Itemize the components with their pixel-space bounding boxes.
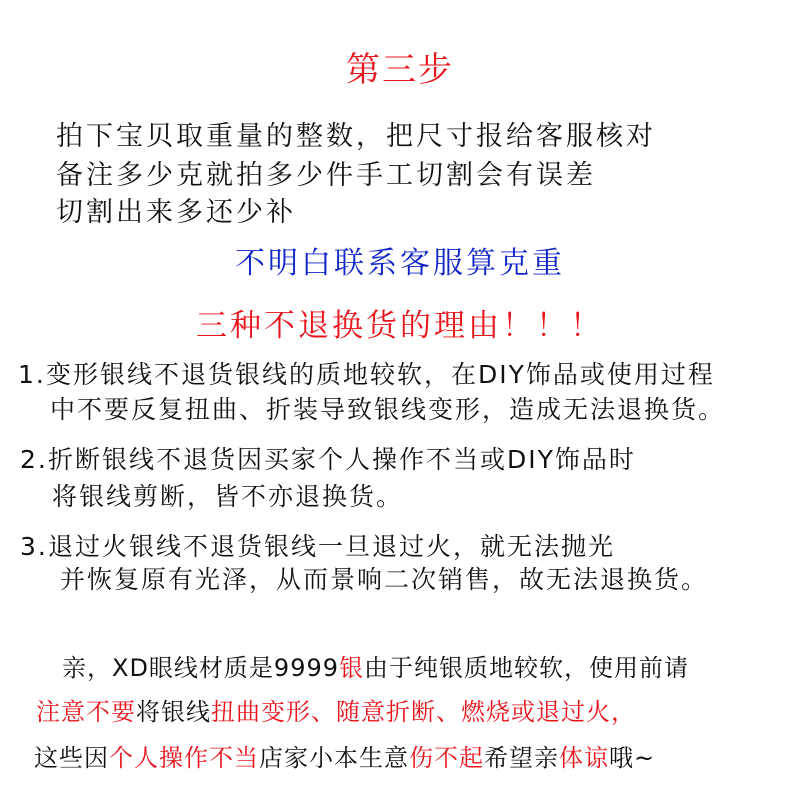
step-line-3: 切割出来多还少补	[56, 197, 296, 228]
reasons-title: 三种不退换货的理由！！！	[196, 308, 604, 344]
note-text: 希望亲	[484, 744, 559, 772]
reason-3-line-1	[20, 527, 615, 563]
note-highlight: 注意不要	[36, 698, 136, 726]
reason-text: 变形银线不退货银线的质地较软，在DIY饰品或使用过程	[46, 360, 715, 389]
note-line-1	[62, 648, 689, 683]
step-line-2: 备注多少克就拍多少件手工切割会有误差	[56, 160, 596, 191]
contact-line: 不明白联系客服算克重	[235, 246, 565, 281]
note-highlight: 银	[339, 654, 364, 682]
note-text: 由于纯银质地较软，使用前请	[364, 654, 689, 682]
note-highlight: 伤不起	[409, 744, 484, 772]
step-title: 第三步	[346, 50, 454, 90]
reason-1-line-2: 中不要反复扭曲、折装导致银线变形，造成无法退换货。	[50, 395, 726, 424]
note-line-2	[36, 692, 636, 727]
reason-2-line-1	[20, 440, 636, 476]
reason-number: 1.	[18, 360, 46, 389]
step-line-1: 拍下宝贝取重量的整数，把尺寸报给客服核对	[56, 121, 656, 152]
reason-2-line-2: 将银线剪断，皆不亦退换货。	[52, 482, 404, 511]
note-text: 这些因	[34, 744, 109, 772]
note-text: 店家小本生意	[259, 744, 409, 772]
note-highlight: 扭曲变形、随意折断、燃烧或退过火，	[211, 698, 636, 726]
note-text: 亲，XD眼线材质是9999	[62, 654, 339, 682]
reason-3-line-2: 并恢复原有光泽，从而景响二次销售，故无法退换货。	[60, 565, 709, 594]
reason-text: 退过火银线不退货银线一旦退过火，就无法抛光	[48, 532, 616, 561]
reason-text: 折断银线不退货因买家个人操作不当或DIY饰品时	[48, 445, 636, 474]
reason-number: 3.	[20, 532, 48, 561]
note-highlight: 个人操作不当	[109, 744, 259, 772]
note-highlight: 体谅	[559, 744, 609, 772]
note-line-3	[34, 738, 655, 773]
note-text: 将银线	[136, 698, 211, 726]
reason-1-line-1	[18, 355, 715, 391]
note-text: 哦~	[609, 744, 656, 772]
reason-number: 2.	[20, 445, 48, 474]
